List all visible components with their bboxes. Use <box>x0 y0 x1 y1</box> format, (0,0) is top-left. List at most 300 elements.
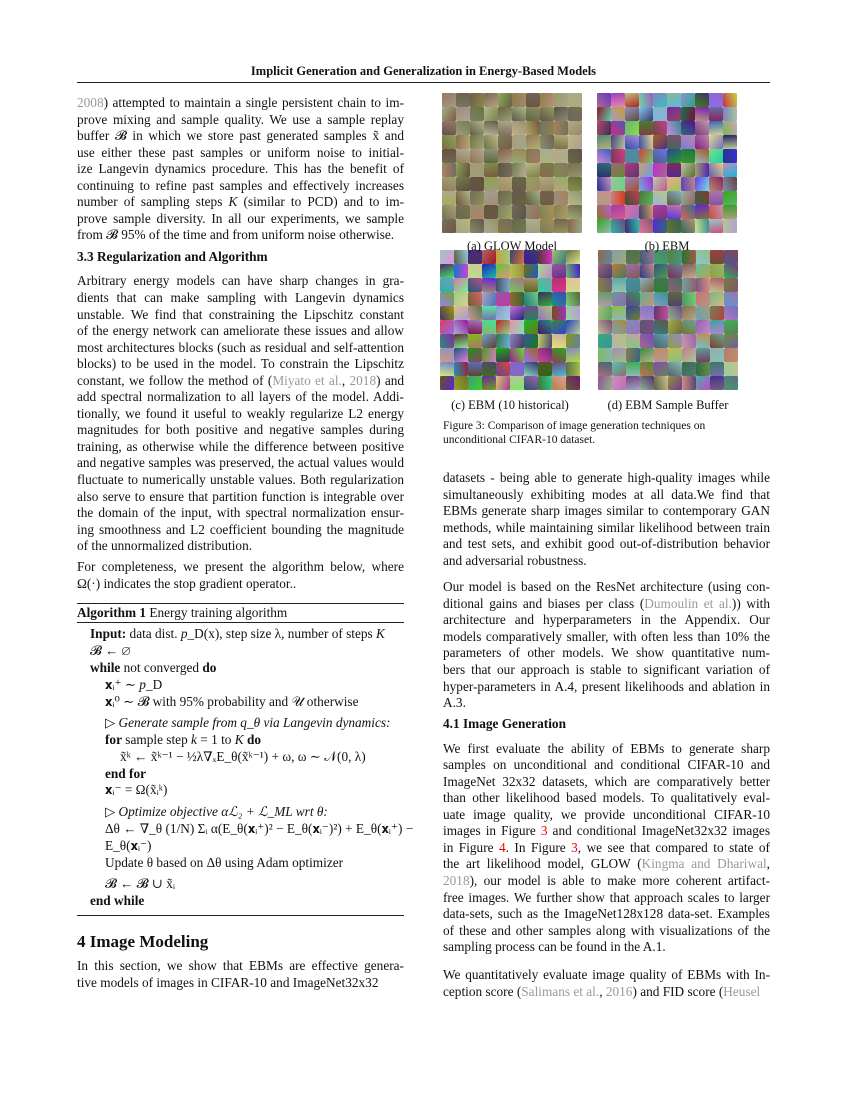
sample-image <box>470 135 484 149</box>
sample-image <box>611 191 625 205</box>
sample-image <box>540 163 554 177</box>
sample-image <box>440 264 454 278</box>
text-line <box>77 178 404 195</box>
sample-image <box>709 93 723 107</box>
sample-image <box>540 205 554 219</box>
sample-image <box>440 306 454 320</box>
running-header: Implicit Generation and Generalization in Energy-Based Models <box>250 64 597 78</box>
sample-image <box>454 278 468 292</box>
sample-image <box>498 149 512 163</box>
sample-image <box>510 376 524 390</box>
text-line <box>77 373 404 390</box>
sample-image <box>512 191 526 205</box>
text-span: continuing to refine past samples and effectively increases <box>77 177 404 193</box>
sample-image <box>456 121 470 135</box>
sample-image <box>667 163 681 177</box>
sample-image <box>625 177 639 191</box>
sample-image <box>625 163 639 177</box>
citation-link: Miyato et al. <box>272 372 342 388</box>
text-span: data dist. <box>126 626 181 642</box>
sample-image <box>597 163 611 177</box>
sample-image <box>568 93 582 107</box>
text-span: A.3. <box>443 695 466 711</box>
sample-image <box>682 376 696 390</box>
algorithm-line <box>77 715 404 732</box>
sample-image <box>724 348 738 362</box>
sample-image <box>598 292 612 306</box>
sample-image <box>484 219 498 233</box>
sample-image <box>538 334 552 348</box>
sample-image <box>681 121 695 135</box>
text-span: Ω(·) indicates the stop gradient operator.. <box>77 575 297 591</box>
sample-image <box>566 348 580 362</box>
text-span: EBMs generate sharp images similar to contemporary GAN <box>443 503 770 519</box>
sample-image <box>611 107 625 121</box>
sample-image <box>538 348 552 362</box>
text-line <box>443 807 770 824</box>
sample-image <box>723 219 737 233</box>
sample-image <box>612 376 626 390</box>
algorithm-line <box>77 821 414 838</box>
sample-image <box>640 292 654 306</box>
sample-image <box>723 93 737 107</box>
sample-image <box>552 362 566 376</box>
sample-image <box>496 320 510 334</box>
sample-image <box>510 292 524 306</box>
text-span: . In Figure <box>505 839 572 855</box>
sample-image <box>482 334 496 348</box>
sample-image <box>524 278 538 292</box>
header-rule <box>77 82 770 83</box>
text-span: 𝓑 ← ∅ <box>90 643 131 659</box>
text-span: magnitudes for both positive and negative samples during <box>77 422 404 438</box>
sample-image <box>470 93 484 107</box>
sample-image <box>456 191 470 205</box>
sample-image <box>484 121 498 135</box>
sample-image <box>625 107 639 121</box>
sample-image <box>653 107 667 121</box>
sample-image <box>456 163 470 177</box>
sample-image <box>723 191 737 205</box>
sample-image <box>681 191 695 205</box>
sample-image <box>498 107 512 121</box>
sample-image <box>597 219 611 233</box>
text-span: ception score ( <box>443 983 522 999</box>
sample-image <box>538 292 552 306</box>
paragraph <box>77 273 404 554</box>
text-span: do <box>246 732 261 748</box>
figure-ref-link[interactable]: 3 <box>571 839 578 855</box>
text-span: of these and other samples along with visualizations of the <box>443 922 770 938</box>
sample-image <box>456 177 470 191</box>
text-span: add spectral normalization to all layers of the model. Addi- <box>77 389 404 405</box>
sample-image <box>470 107 484 121</box>
sample-image <box>710 362 724 376</box>
sample-image <box>454 306 468 320</box>
sample-image <box>611 177 625 191</box>
sample-image <box>456 107 470 121</box>
sample-image <box>598 306 612 320</box>
sample-image <box>668 264 682 278</box>
sample-image <box>695 177 709 191</box>
sample-image <box>568 121 582 135</box>
sample-image <box>696 278 710 292</box>
sample-image <box>510 264 524 278</box>
sample-image <box>682 320 696 334</box>
sample-image <box>597 149 611 163</box>
text-span: 𝐱ᵢ⁰ ∼ 𝓑 with 95% probability and 𝒰 otherwise <box>105 693 359 709</box>
text-line <box>77 439 404 456</box>
text-line <box>443 487 770 504</box>
sample-image <box>597 121 611 135</box>
sample-image <box>526 163 540 177</box>
sample-image <box>709 107 723 121</box>
sample-image <box>470 205 484 219</box>
sample-image <box>454 292 468 306</box>
sample-image <box>568 107 582 121</box>
sample-image <box>510 362 524 376</box>
sample-image <box>597 191 611 205</box>
paragraph <box>443 967 770 1000</box>
text-span: 𝐱ᵢ⁻ = Ω(x̃ᵢᵏ) <box>105 782 168 798</box>
sample-image <box>524 376 538 390</box>
sample-image <box>668 278 682 292</box>
text-span: images in Figure <box>443 823 541 839</box>
sample-image <box>540 135 554 149</box>
sample-image <box>723 135 737 149</box>
text-span: buffer 𝓑 in which we store past generated samples x̃ and <box>77 128 404 144</box>
sample-image <box>510 320 524 334</box>
sample-image <box>612 362 626 376</box>
sample-image <box>695 219 709 233</box>
sample-image <box>681 205 695 219</box>
text-span: sampling process can be found in the A.1. <box>443 939 666 955</box>
sample-image <box>524 362 538 376</box>
sample-image <box>710 278 724 292</box>
sample-image <box>568 219 582 233</box>
text-line <box>443 790 770 807</box>
algorithm-line <box>77 855 404 872</box>
sample-image <box>682 334 696 348</box>
text-span: methods, while maintaining similar likelihood between train <box>443 519 770 535</box>
sample-image <box>710 334 724 348</box>
text-span: samples on unconditional and conditional CIFAR-10 and <box>443 757 770 773</box>
sample-image <box>540 219 554 233</box>
text-span: hyper-parameters in A.4, present likelihoods and ablation in <box>443 678 770 694</box>
text-span: tive models of images in CIFAR-10 and ImageNet32x32 <box>77 974 379 990</box>
sample-image <box>540 107 554 121</box>
sample-image <box>552 348 566 362</box>
text-line <box>77 505 404 522</box>
text-span: not converged <box>120 659 203 675</box>
text-line <box>443 823 770 840</box>
sample-image <box>456 93 470 107</box>
text-span: Algorithm 1 <box>77 605 147 621</box>
sample-image <box>709 219 723 233</box>
sample-image <box>484 205 498 219</box>
sample-image <box>639 177 653 191</box>
sample-image <box>566 292 580 306</box>
text-line <box>77 522 404 539</box>
sample-image <box>723 177 737 191</box>
subcaption-d: (d) EBM Sample Buffer <box>607 398 729 412</box>
sample-image <box>667 205 681 219</box>
sample-image <box>484 191 498 205</box>
sample-image <box>512 135 526 149</box>
sample-image <box>512 149 526 163</box>
sample-image <box>654 334 668 348</box>
algorithm-line <box>77 804 404 821</box>
text-line <box>77 406 404 423</box>
sample-image <box>554 149 568 163</box>
text-line <box>77 273 404 290</box>
text-span: E_θ(𝐱ᵢ⁻) <box>105 837 152 853</box>
text-span: Input: <box>90 626 127 642</box>
text-span: ), our model is able to make more coherent artifact- <box>469 873 770 889</box>
sample-image <box>568 191 582 205</box>
text-line <box>443 890 770 907</box>
text-span: tionally, we found it useful to weakly regularize L2 energy <box>77 405 404 421</box>
sample-image <box>482 306 496 320</box>
paragraph <box>77 559 404 592</box>
sample-image <box>524 306 538 320</box>
sample-image <box>724 376 738 390</box>
sample-image <box>710 348 724 362</box>
sample-image <box>456 205 470 219</box>
paragraph <box>443 579 770 711</box>
text-span: For completeness, we present the algorithm below, where <box>77 559 404 575</box>
text-line <box>77 112 404 129</box>
text-span: , <box>599 983 606 999</box>
sample-image <box>498 177 512 191</box>
sample-image <box>454 320 468 334</box>
sample-image <box>640 362 654 376</box>
sample-image <box>496 334 510 348</box>
sample-image <box>667 107 681 121</box>
sample-image <box>566 334 580 348</box>
sample-image <box>496 348 510 362</box>
sample-image <box>639 93 653 107</box>
text-line <box>77 389 404 406</box>
text-span: unstable. We find that constraining the Lipschitz constant <box>77 306 404 322</box>
sample-image <box>484 135 498 149</box>
sample-image <box>566 264 580 278</box>
sample-image <box>681 135 695 149</box>
sample-image <box>682 348 696 362</box>
citation-link: 2008 <box>77 95 104 110</box>
sample-image <box>598 362 612 376</box>
sample-image <box>611 205 625 219</box>
sample-image <box>554 107 568 121</box>
sample-image <box>482 292 496 306</box>
sample-image <box>724 334 738 348</box>
sample-image <box>597 205 611 219</box>
text-line <box>77 307 404 324</box>
sample-image <box>653 177 667 191</box>
sample-image <box>496 278 510 292</box>
sample-image <box>626 320 640 334</box>
sample-image <box>696 348 710 362</box>
text-span: k <box>191 732 197 748</box>
sample-image <box>724 320 738 334</box>
sample-image <box>526 121 540 135</box>
text-line <box>77 95 404 112</box>
text-span: )) with <box>731 595 771 611</box>
paragraph <box>77 95 404 244</box>
sample-image <box>612 306 626 320</box>
sample-image <box>667 121 681 135</box>
sample-image <box>696 264 710 278</box>
text-span: ▷ Generate sample from q_θ via Langevin dynamics: <box>105 715 391 731</box>
text-line <box>77 227 404 244</box>
text-line <box>443 840 770 857</box>
text-line <box>443 757 770 774</box>
text-span: and adversarial robustness. <box>443 552 587 568</box>
sample-image <box>482 264 496 278</box>
text-span: use either these past samples or uniform noise to initial- <box>77 144 404 160</box>
sample-image <box>498 205 512 219</box>
sample-image <box>524 320 538 334</box>
text-span: number of sampling steps <box>77 194 229 210</box>
sample-image <box>442 93 456 107</box>
sample-image <box>526 149 540 163</box>
figure-ref-link[interactable]: 3 <box>540 823 548 839</box>
sample-image <box>695 121 709 135</box>
sample-image <box>611 121 625 135</box>
sample-image <box>625 149 639 163</box>
sample-image <box>709 121 723 135</box>
text-span: uate image quality, we provide unconditional CIFAR-10 <box>443 806 770 822</box>
text-line <box>443 612 770 629</box>
sample-image <box>654 264 668 278</box>
sample-image <box>496 376 510 390</box>
figure-ref-link[interactable]: 4 <box>498 839 506 855</box>
text-span: K <box>228 194 238 210</box>
sample-image <box>440 362 454 376</box>
text-span: K <box>376 626 385 642</box>
sample-image <box>597 93 611 107</box>
text-line <box>77 211 404 228</box>
sample-image <box>526 93 540 107</box>
sample-image <box>456 219 470 233</box>
sample-image <box>482 320 496 334</box>
text-span: 𝓑 ← 𝓑 ∪ x̃ᵢ <box>105 876 176 892</box>
text-span: end while <box>90 893 145 909</box>
sample-image <box>498 121 512 135</box>
sample-image <box>566 362 580 376</box>
text-line <box>443 856 770 873</box>
text-span: fluctuate to numerically unstable values. Both regularization <box>77 471 404 487</box>
sample-image <box>598 320 612 334</box>
sample-image <box>710 292 724 306</box>
sample-image <box>440 320 454 334</box>
sample-image <box>496 362 510 376</box>
subcaption-a: (a) GLOW Model <box>466 239 558 253</box>
text-line <box>443 695 770 712</box>
sample-image <box>526 135 540 149</box>
sample-image <box>625 93 639 107</box>
sample-image <box>639 163 653 177</box>
sample-image <box>681 107 695 121</box>
sample-image <box>612 334 626 348</box>
sample-image <box>484 107 498 121</box>
sample-image <box>654 362 668 376</box>
sample-image <box>695 205 709 219</box>
sample-image <box>682 292 696 306</box>
sample-image <box>709 177 723 191</box>
sample-image <box>695 149 709 163</box>
text-span: while <box>90 659 121 675</box>
sample-image <box>695 135 709 149</box>
sample-image <box>640 306 654 320</box>
sample-image <box>639 107 653 121</box>
sample-image <box>554 121 568 135</box>
sample-image <box>625 219 639 233</box>
sample-image <box>654 376 668 390</box>
sample-image <box>626 278 640 292</box>
algorithm-line <box>77 643 404 660</box>
sample-image <box>626 334 640 348</box>
text-line <box>77 290 404 307</box>
sample-image <box>723 107 737 121</box>
sample-image <box>482 362 496 376</box>
sample-image <box>640 278 654 292</box>
sample-image <box>468 292 482 306</box>
text-span: We quantitatively evaluate image quality of EBMs with In- <box>443 967 770 983</box>
image-grid-ebm-buffer <box>598 250 738 390</box>
sample-image <box>667 135 681 149</box>
sample-image <box>612 292 626 306</box>
subcaption-c: (c) EBM (10 historical) <box>451 398 569 412</box>
sample-image <box>442 177 456 191</box>
sample-image <box>653 149 667 163</box>
algorithm-box <box>77 603 414 916</box>
sample-image <box>468 362 482 376</box>
sample-image <box>653 191 667 205</box>
sample-image <box>468 334 482 348</box>
text-span: end for <box>105 765 146 781</box>
sample-image <box>440 278 454 292</box>
text-line <box>443 662 770 679</box>
sample-image <box>568 149 582 163</box>
text-line <box>443 470 770 487</box>
text-line <box>77 340 404 357</box>
algorithm-line <box>77 893 404 910</box>
sample-image <box>510 306 524 320</box>
sample-image <box>456 149 470 163</box>
sample-image <box>568 177 582 191</box>
text-span: Update θ based on Δθ using Adam optimizer <box>105 854 344 870</box>
text-line <box>77 958 404 975</box>
citation-link: Heusel <box>723 983 761 999</box>
sample-image <box>524 348 538 362</box>
algorithm-line <box>77 876 404 893</box>
sample-image <box>498 219 512 233</box>
sample-image <box>484 177 498 191</box>
citation-link: Dumoulin et al. <box>644 595 732 611</box>
text-span: 𝐱ᵢ⁺ ∼ <box>105 676 140 692</box>
sample-image <box>682 264 696 278</box>
sample-image <box>510 278 524 292</box>
text-line <box>77 356 404 373</box>
sample-image <box>512 163 526 177</box>
text-span: p <box>139 676 146 692</box>
paragraph <box>443 470 770 569</box>
text-line <box>77 559 404 576</box>
sample-image <box>484 149 498 163</box>
sample-image <box>538 264 552 278</box>
sample-image <box>640 348 654 362</box>
